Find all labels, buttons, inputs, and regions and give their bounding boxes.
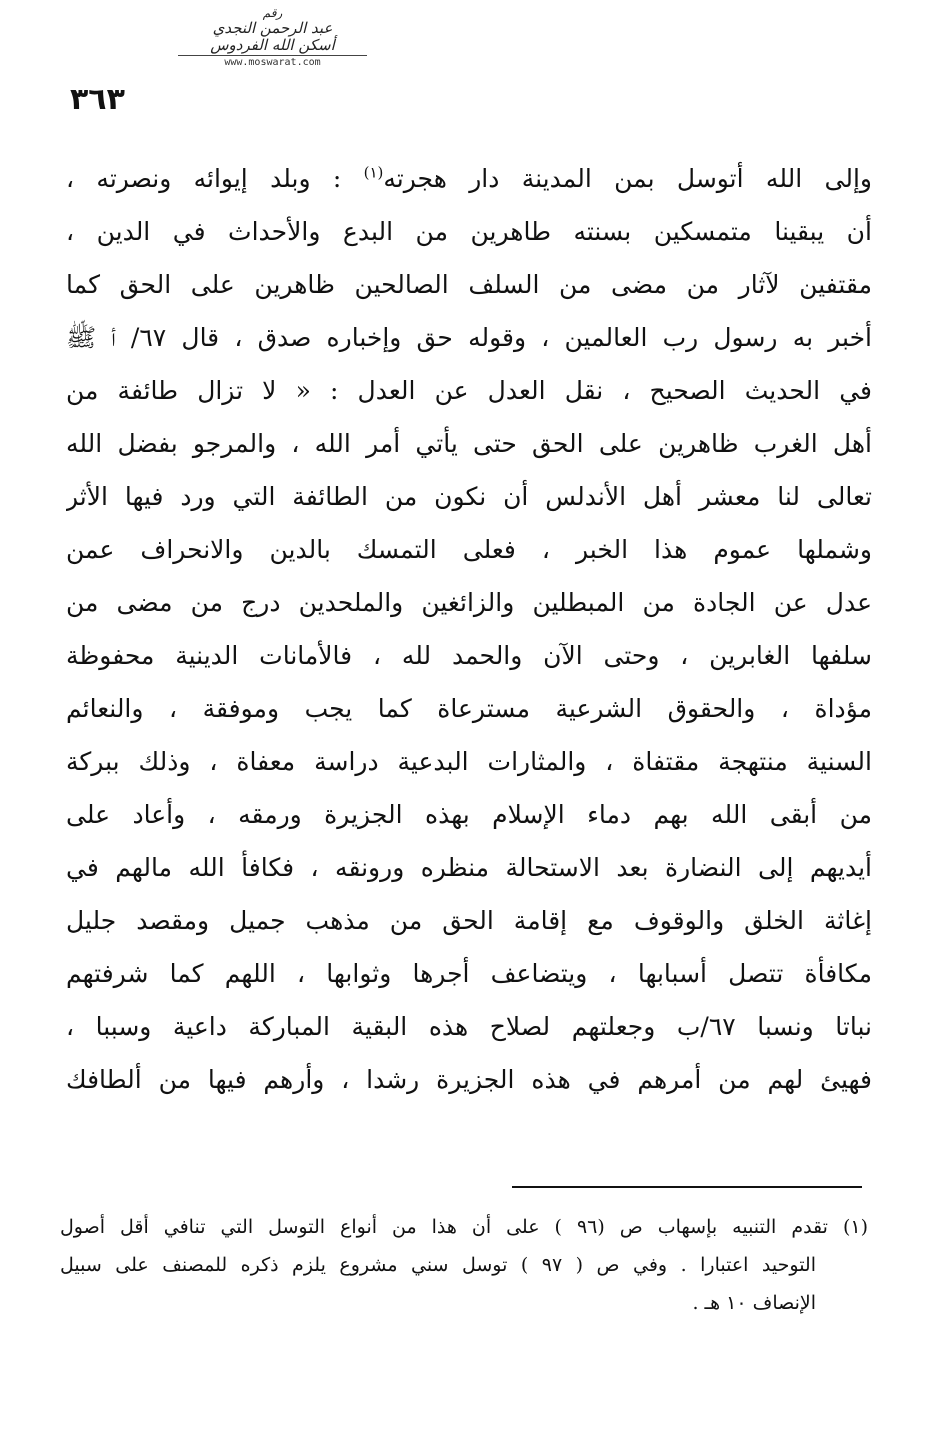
text-line: مكافأة تتصل أسبابها ، ويتضاعف أجرها وثوابها ، اللهم كما شرفتهم: [66, 959, 872, 988]
text-line: إغاثة الخلق والوقوف مع إقامة الحق من مذهب جميل ومقصد جليل: [66, 906, 872, 935]
text-segment: وإلى الله أتوسل بمن المدينة دار هجرته: [383, 164, 872, 193]
text-line: نباتا ونسبا ٦٧/ب وجعلتهم لصلاح هذه البقية المباركة داعية وسببا ،: [66, 1012, 872, 1041]
text-line: عدل عن الجادة من المبطلين والزائغين والملحدين درج من مضى من: [66, 588, 872, 617]
footnote-reference: (١): [363, 163, 384, 182]
text-line: أن يبقينا متمسكين بسنته طاهرين من البدع والأحداث في الدين ،: [66, 217, 872, 246]
text-line: [66, 152, 872, 205]
text-segment: : وبلد إيوائه ونصرته ،: [66, 164, 364, 193]
library-stamp: [160, 6, 385, 80]
stamp-line-2: عبد الرحمن النجدي: [212, 19, 333, 37]
text-line: فهيئ لهم من أمرهم في هذه الجزيرة رشدا ، وأرهم فيها من ألطافك: [66, 1065, 872, 1094]
text-line: مقتفين لآثار من مضى من السلف الصالحين ظاهرين على الحق كما: [66, 270, 872, 299]
text-line: وشملها عموم هذا الخبر ، فعلى التمسك بالدين والانحراف عمن: [66, 535, 872, 564]
footnote-line: (١) تقدم التنبيه بإسهاب ص (٩٦ ) على أن هذا من أنواع التوسل التي تنافي أقل أصول: [60, 1216, 868, 1238]
stamp-divider: [178, 55, 367, 56]
footnote-line: الإنصاف ١٠ هـ .: [692, 1292, 816, 1314]
page-number: ٣٦٣: [70, 82, 125, 117]
text-line: في الحديث الصحيح ، نقل العدل عن العدل : « لا تزال طائفة من: [66, 376, 872, 405]
stamp-line-3: أسكن الله الفردوس: [210, 36, 335, 54]
text-line: أيديهم إلى النضارة بعد الاستحالة منظره ورونقه ، فكافأ الله مالهم في: [66, 853, 872, 882]
footnotes: [60, 1208, 868, 1322]
text-line: سلفها الغابرين ، وحتى الآن والحمد لله ، فالأمانات الدينية محفوظة: [66, 641, 872, 670]
text-line: أهل الغرب ظاهرين على الحق حتى يأتي أمر الله ، والمرجو بفضل الله: [66, 429, 872, 458]
text-line: مؤداة ، والحقوق الشرعية مسترعاة كما يجب وموفقة ، والنعائم: [66, 694, 872, 723]
footnote-line: التوحيد اعتبارا . وفي ص ( ٩٧ ) توسل سني مشروع يلزم ذكره للمصنف على سبيل: [60, 1254, 816, 1276]
text-line: أخبر به رسول رب العالمين ، وقوله حق وإخباره صدق ، قال ٦٧/ أ ﷺ: [66, 323, 872, 352]
text-line: تعالى لنا معشر أهل الأندلس أن نكون من الطائفة التي ورد فيها الأثر: [66, 482, 872, 511]
text-line: السنية منتهجة مقتفاة ، والمثارات البدعية دراسة معفاة ، وذلك ببركة: [66, 747, 872, 776]
footnote-separator: [512, 1186, 862, 1188]
text-line: من أبقى الله بهم دماء الإسلام بهذه الجزيرة ورمقه ، وأعاد على: [66, 800, 872, 829]
stamp-url: www.moswarat.com: [224, 57, 321, 68]
stamp-line-1: رقم: [262, 6, 283, 20]
main-text: [66, 152, 872, 1106]
